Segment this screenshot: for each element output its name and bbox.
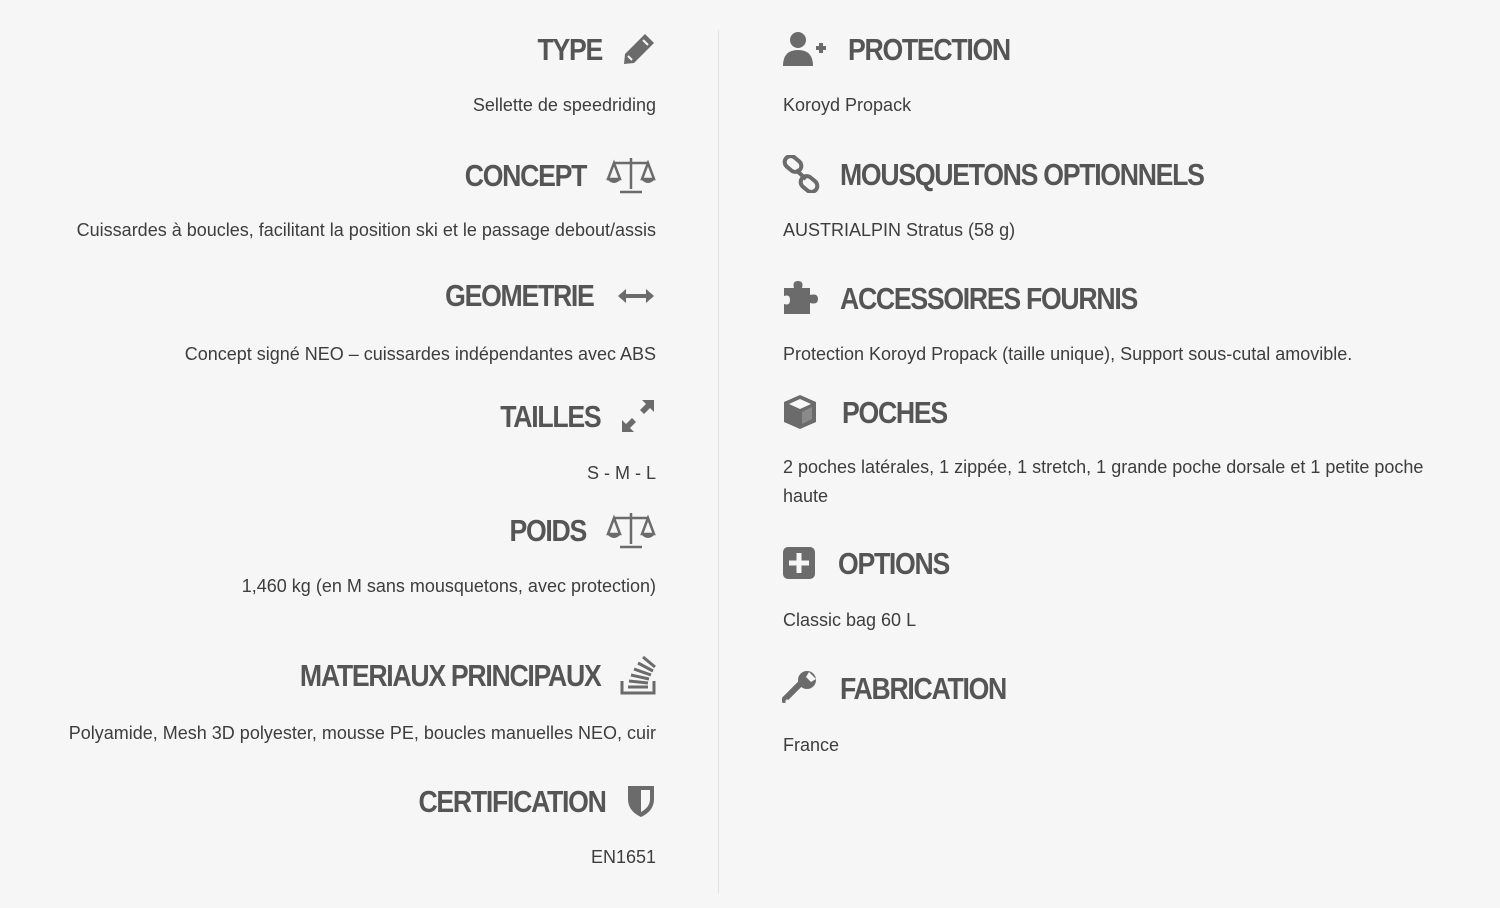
spec-value-mousquetons: AUSTRIALPIN Stratus (58 g) bbox=[783, 220, 1016, 240]
spec-heading-certification bbox=[388, 783, 656, 819]
spec-value-options: Classic bag 60 L bbox=[783, 610, 917, 630]
spec-heading-type bbox=[527, 32, 656, 66]
spec-title: TYPE bbox=[537, 31, 602, 67]
spec-title: MATERIAUX PRINCIPAUX bbox=[299, 657, 600, 693]
spec-title: POCHES bbox=[842, 394, 947, 430]
spec-value-concept: Cuissardes à boucles, facilitant la position ski et le passage debout/assis bbox=[76, 220, 656, 240]
spec-value-materiaux: Polyamide, Mesh 3D polyester, mousse PE, boucles manuelles NEO, cuir bbox=[68, 723, 656, 743]
spec-heading-geometrie bbox=[421, 280, 656, 311]
column-divider bbox=[718, 30, 719, 894]
spec-heading-tailles bbox=[484, 398, 656, 434]
spec-heading-mousquetons bbox=[782, 155, 1263, 193]
spec-title: PROTECTION bbox=[848, 31, 1010, 67]
spec-heading-poids bbox=[497, 510, 656, 550]
spec-heading-protection bbox=[782, 30, 1036, 68]
spec-value-geometrie: Concept signé NEO – cuissardes indépendantes avec ABS bbox=[184, 344, 656, 364]
puzzle-icon bbox=[782, 280, 820, 316]
plus-square-icon bbox=[782, 546, 816, 580]
spec-value-certification: EN1651 bbox=[590, 847, 656, 867]
spec-value-tailles: S - M - L bbox=[586, 463, 656, 483]
spec-heading-fabrication bbox=[782, 670, 1033, 706]
user-plus-icon bbox=[782, 30, 828, 68]
spec-value-poids: 1,460 kg (en M sans mousquetons, avec protection) bbox=[241, 576, 656, 596]
link-icon bbox=[782, 155, 820, 193]
pencil-icon bbox=[622, 32, 656, 66]
stack-icon bbox=[620, 655, 656, 695]
spec-value-fabrication: France bbox=[783, 735, 840, 755]
spec-heading-options bbox=[782, 546, 967, 580]
spec-title: ACCESSOIRES FOURNIS bbox=[840, 280, 1137, 316]
spec-title: MOUSQUETONS OPTIONNELS bbox=[840, 156, 1204, 192]
spec-heading-accessoires bbox=[782, 280, 1185, 316]
spec-title: FABRICATION bbox=[840, 670, 1007, 706]
spec-heading-poches bbox=[782, 393, 964, 431]
shield-icon bbox=[626, 783, 656, 819]
cube-icon bbox=[782, 393, 818, 431]
spec-title: OPTIONS bbox=[838, 545, 949, 581]
spec-value-type: Sellette de speedriding bbox=[472, 95, 656, 115]
spec-heading-materiaux bbox=[251, 655, 656, 695]
spec-title: POIDS bbox=[509, 512, 586, 548]
spec-value-accessoires: Protection Koroyd Propack (taille unique), Support sous-cutal amovible. bbox=[783, 344, 1353, 364]
spec-value-poches: 2 poches latérales, 1 zippée, 1 stretch, 1 grande poche dorsale et 1 petite poche haute bbox=[783, 457, 1424, 506]
spec-heading-concept bbox=[445, 155, 656, 195]
spec-title: TAILLES bbox=[499, 398, 600, 434]
wrench-icon bbox=[782, 670, 818, 706]
spec-value-protection: Koroyd Propack bbox=[783, 95, 912, 115]
expand-arrows-icon bbox=[620, 398, 656, 434]
balance-scale-icon bbox=[606, 155, 656, 195]
balance-scale-icon bbox=[606, 510, 656, 550]
horizontal-arrows-icon bbox=[616, 286, 656, 306]
spec-title: CERTIFICATION bbox=[418, 783, 606, 819]
spec-title: CONCEPT bbox=[464, 157, 586, 193]
spec-title: GEOMETRIE bbox=[445, 278, 594, 313]
